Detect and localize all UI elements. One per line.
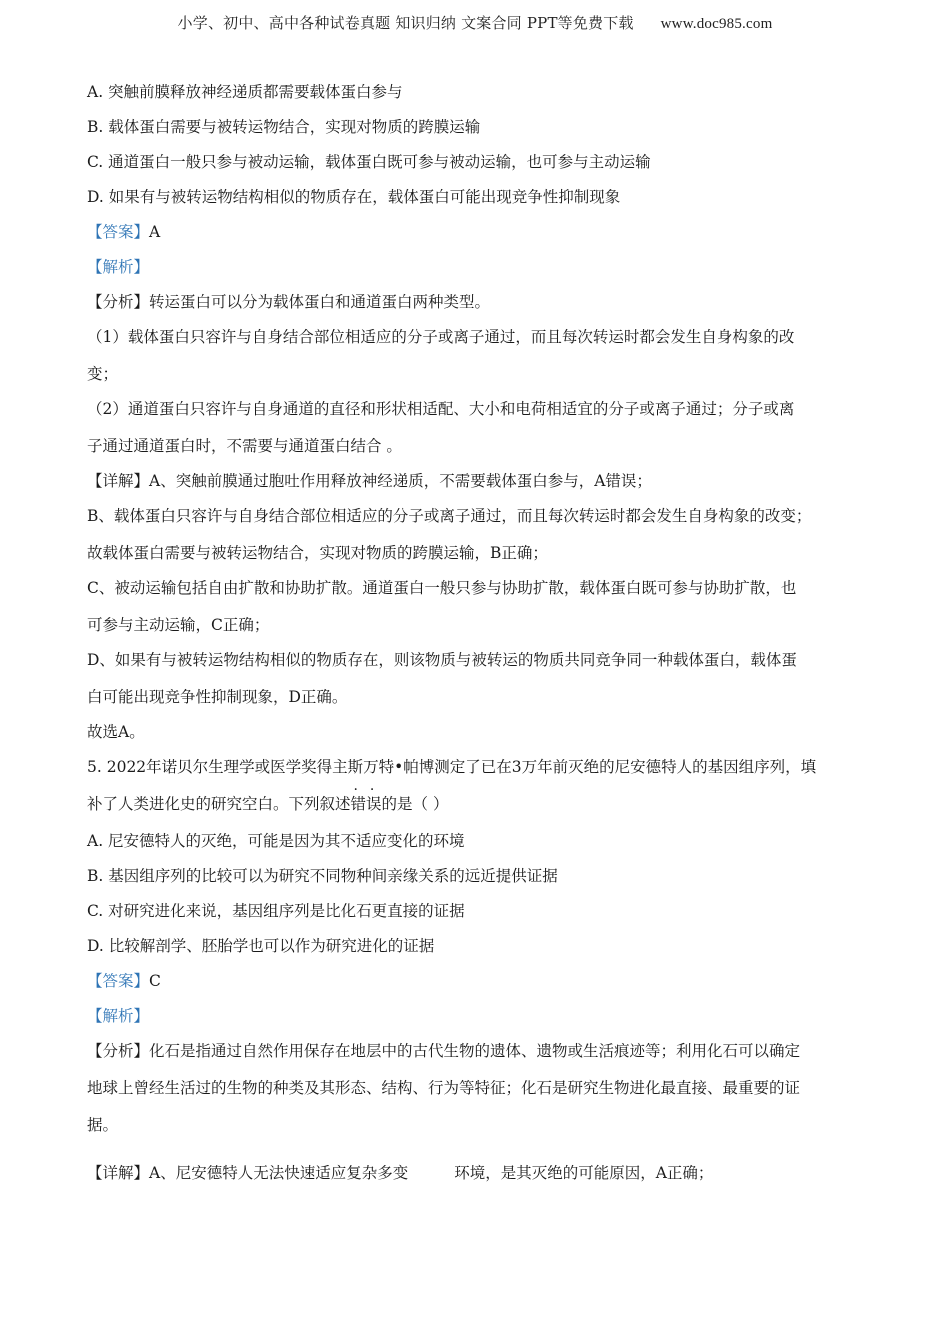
q4-option-c: C. 通道蛋白一般只参与被动运输，载体蛋白既可参与被动运输，也可参与主动运输 [87,153,651,171]
q5-stem-line1: 5. 2022年诺贝尔生理学或医学奖得主斯万特•帕博测定了已在3万年前灭绝的尼安德特人的基因组序列，填 [87,758,817,776]
q4-point1-line1: （1）载体蛋白只容许与自身结合部位相适应的分子或离子通过，而且每次转运时都会发生自身构象的改 [87,328,795,346]
q5-stem-line2 [87,793,448,815]
q4-detail-b-line1: B、载体蛋白只容许与自身结合部位相适应的分子或离子通过，而且每次转运时都会发生自身构象的改变； [87,507,812,525]
q5-option-c: C. 对研究进化来说，基因组序列是比化石更直接的证据 [87,902,465,920]
q4-option-a: A. 突触前膜释放神经递质都需要载体蛋白参与 [87,83,403,101]
header-title: 小学、初中、高中各种试卷真题 知识归纳 文案合同 PPT等免费下载 [177,14,634,32]
q4-choice: 故选A。 [87,723,145,741]
header-site-link[interactable]: www.doc985.com [660,16,773,32]
detail-a-text-1: A、尼安德特人无法快速适应复杂多变 [149,1164,409,1182]
fenxi-label: 【分析】 [87,293,150,311]
q5-fenxi-line3: 据。 [87,1116,119,1134]
q4-detail-c-line1: C、被动运输包括自由扩散和协助扩散。通道蛋白一般只参与协助扩散，载体蛋白既可参与协助扩散，也 [87,579,797,597]
q5-answer [87,970,161,992]
detail-a-text: A、突触前膜通过胞吐作用释放神经递质，不需要载体蛋白参与，A错误； [149,472,652,490]
q4-fenxi [87,291,490,313]
q4-answer [87,221,160,243]
answer-label: 【答案】 [87,972,150,990]
q5-option-d: D. 比较解剖学、胚胎学也可以作为研究进化的证据 [87,937,435,955]
q5-option-a: A. 尼安德特人的灭绝，可能是因为其不适应变化的环境 [87,832,465,850]
q4-point1-line2: 变； [87,365,119,383]
q5-detail-a [87,1162,713,1184]
q5-stem-part1: 补了人类进化史的研究空白。下列叙述 [87,795,351,813]
detail-label: 【详解】 [87,1164,150,1182]
q4-detail-c-line2: 可参与主动运输，C正确； [87,616,270,634]
q5-fenxi-line1 [87,1040,800,1062]
q4-option-d: D. 如果有与被转运物结构相似的物质存在，载体蛋白可能出现竞争性抑制现象 [87,188,621,206]
q5-option-b: B. 基因组序列的比较可以为研究不同物种间亲缘关系的远近提供证据 [87,867,558,885]
answer-value: A [149,223,161,241]
q4-point2-line2: 子通过通道蛋白时，不需要与通道蛋白结合 。 [87,437,402,455]
q4-detail-a [87,470,652,492]
answer-value: C [149,972,161,990]
q5-analysis-label: 【解析】 [87,1007,150,1025]
q4-detail-d-line2: 白可能出现竞争性抑制现象，D正确。 [87,688,348,706]
page-header [0,12,950,33]
answer-label: 【答案】 [87,223,150,241]
q5-fenxi-line2: 地球上曾经生活过的生物的种类及其形态、结构、行为等特征；化石是研究生物进化最直接、最重要的证 [87,1079,801,1097]
q4-option-b: B. 载体蛋白需要与被转运物结合，实现对物质的跨膜运输 [87,118,481,136]
q5-stem-part2: 的是（ ） [381,795,449,813]
q5-emphasis-word: · · 错误 [351,793,382,815]
fenxi-text: 转运蛋白可以分为载体蛋白和通道蛋白两种类型。 [149,293,491,311]
q4-detail-d-line1: D、如果有与被转运物结构相似的物质存在，则该物质与被转运的物质共同竞争同一种载体蛋白，载体蛋 [87,651,797,669]
q4-point2-line1: （2）通道蛋白只容许与自身通道的直径和形状相适配、大小和电荷相适宜的分子或离子通过；分子或离 [87,400,795,418]
detail-a-text-2: 环境，是其灭绝的可能原因，A正确； [454,1164,714,1182]
fenxi-label: 【分析】 [87,1042,150,1060]
q4-detail-b-line2: 故载体蛋白需要与被转运物结合，实现对物质的跨膜运输，B正确； [87,544,548,562]
detail-label: 【详解】 [87,472,150,490]
q4-analysis-label: 【解析】 [87,258,150,276]
fenxi-text: 化石是指通过自然作用保存在地层中的古代生物的遗体、遗物或生活痕迹等；利用化石可以确定 [149,1042,801,1060]
